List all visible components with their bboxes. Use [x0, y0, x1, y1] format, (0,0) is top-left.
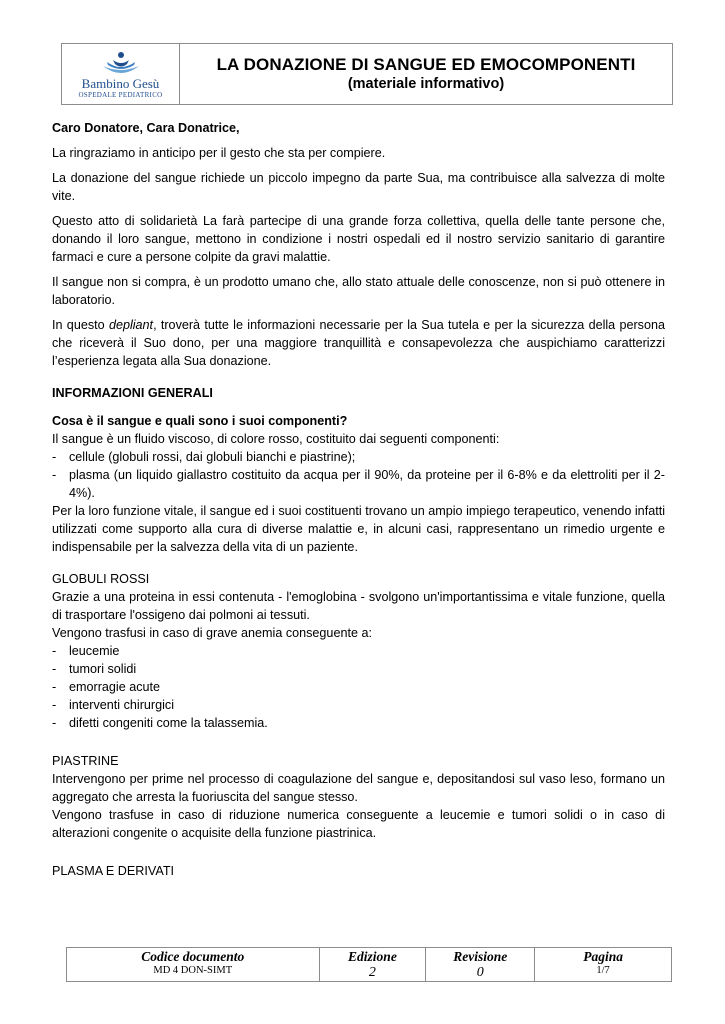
list-item: - difetti congeniti come la talassemia. — [52, 714, 665, 732]
title-block — [180, 44, 672, 104]
intro-p5-part-a: In questo — [52, 318, 109, 332]
footer-code-label: Codice documento — [141, 949, 245, 964]
red-cells-list — [52, 642, 665, 732]
document-subtitle: (materiale informativo) — [347, 76, 505, 92]
list-item: - cellule (globuli rossi, dai globuli bianchi e piastrine); — [52, 448, 665, 466]
section-heading-platelets: PIASTRINE — [52, 754, 119, 768]
intro-paragraph-3: Questo atto di solidarietà La farà partecipe di una grande forza collettiva, quella delle tante persone che, donando il loro sangue, mettono in condizione i nostri ospedali ed il nostro servizio sanitario di garantire farmaci e cure a persone colpite da gravi malattie. — [52, 214, 665, 264]
footer-revision-value: 0 — [476, 965, 484, 980]
section-heading-red-cells: GLOBULI ROSSI — [52, 572, 150, 586]
platelets-paragraph-1: Intervengono per prime nel processo di coagulazione del sangue e, depositandosi sul vaso leso, formano un aggregato che arresta la fuoriuscita del sangue stesso. — [52, 772, 665, 804]
footer-edition-value: 2 — [368, 965, 376, 980]
footer-edition-label: Edizione — [348, 949, 397, 964]
general-paragraph-1: Il sangue è un fluido viscoso, di colore rosso, costituito dai seguenti componenti: — [52, 432, 500, 446]
logo-name: Bambino Gesù — [81, 75, 160, 91]
document-title: LA DONAZIONE DI SANGUE ED EMOCOMPONENTI — [216, 55, 636, 74]
footer-code-value: MD 4 DON-SIMT — [153, 965, 233, 976]
intro-p5-italic: depliant — [108, 318, 154, 332]
greeting: Caro Donatore, Cara Donatrice, — [52, 121, 240, 135]
logo-block — [62, 44, 180, 104]
footer-revision-label: Revisione — [453, 949, 508, 964]
document-body — [52, 119, 665, 880]
hospital-logo-icon — [99, 50, 143, 76]
section-heading-plasma: PLASMA E DERIVATI — [52, 864, 175, 878]
intro-paragraph-1: La ringraziamo in anticipo per il gesto che sta per compiere. — [52, 146, 386, 160]
footer-page-value: 1/7 — [596, 965, 610, 976]
intro-paragraph-2: La donazione del sangue richiede un piccolo impegno da parte Sua, ma contribuisce alla salvezza di molte vite. — [52, 171, 665, 203]
section-heading-general: INFORMAZIONI GENERALI — [52, 386, 213, 400]
red-cells-paragraph-2: Vengono trasfusi in caso di grave anemia conseguente a: — [52, 626, 372, 640]
list-item: - interventi chirurgici — [52, 696, 665, 714]
logo-subtitle: OSPEDALE PEDIATRICO — [78, 90, 163, 99]
footer-revision-cell — [426, 948, 535, 982]
intro-paragraph-5 — [52, 316, 665, 370]
footer-page-label: Pagina — [583, 949, 623, 964]
footer-code-cell — [67, 948, 320, 982]
intro-paragraph-4: Il sangue non si compra, è un prodotto umano che, allo stato attuale delle conoscenze, non si può ottenere in laboratorio. — [52, 275, 665, 307]
general-paragraph-2: Per la loro funzione vitale, il sangue ed i suoi costituenti trovano un ampio impiego terapeutico, venendo infatti utilizzati come supporto alla cura di diverse malattie e, in alcuni casi, rappresentano un rimedio urgente e indispensabile per la salvezza della vita di un paziente. — [52, 504, 665, 554]
platelets-paragraph-2: Vengono trasfuse in caso di riduzione numerica conseguente a leucemie e tumori solidi o in caso di alterazioni congenite o acquisite della funzione piastrinica. — [52, 808, 665, 840]
list-item: - leucemie — [52, 642, 665, 660]
list-item: - emorragie acute — [52, 678, 665, 696]
intro-p5-part-b: , troverà tutte le informazioni necessarie per la Sua tutela e per la sicurezza della persona che riceverà il Suo dono, per una maggiore tranquillità e consapevolezza che auspichiamo caratterizzi l’esperienza legata alla Sua donazione. — [52, 318, 665, 368]
document-footer-table — [66, 947, 672, 982]
components-list — [52, 448, 665, 502]
list-item: - plasma (un liquido giallastro costituito da acqua per il 90%, da proteine per il 6-8% e da elettroliti per il 2-4%). — [52, 466, 665, 502]
list-item: - tumori solidi — [52, 660, 665, 678]
footer-page-cell — [535, 948, 672, 982]
general-question: Cosa è il sangue e quali sono i suoi componenti? — [52, 414, 348, 428]
document-header — [61, 43, 673, 105]
red-cells-paragraph-1: Grazie a una proteina in essi contenuta - l'emoglobina - svolgono un'importantissima e vitale funzione, quella di trasportare l'ossigeno dai polmoni ai tessuti. — [52, 590, 665, 622]
footer-edition-cell — [319, 948, 426, 982]
